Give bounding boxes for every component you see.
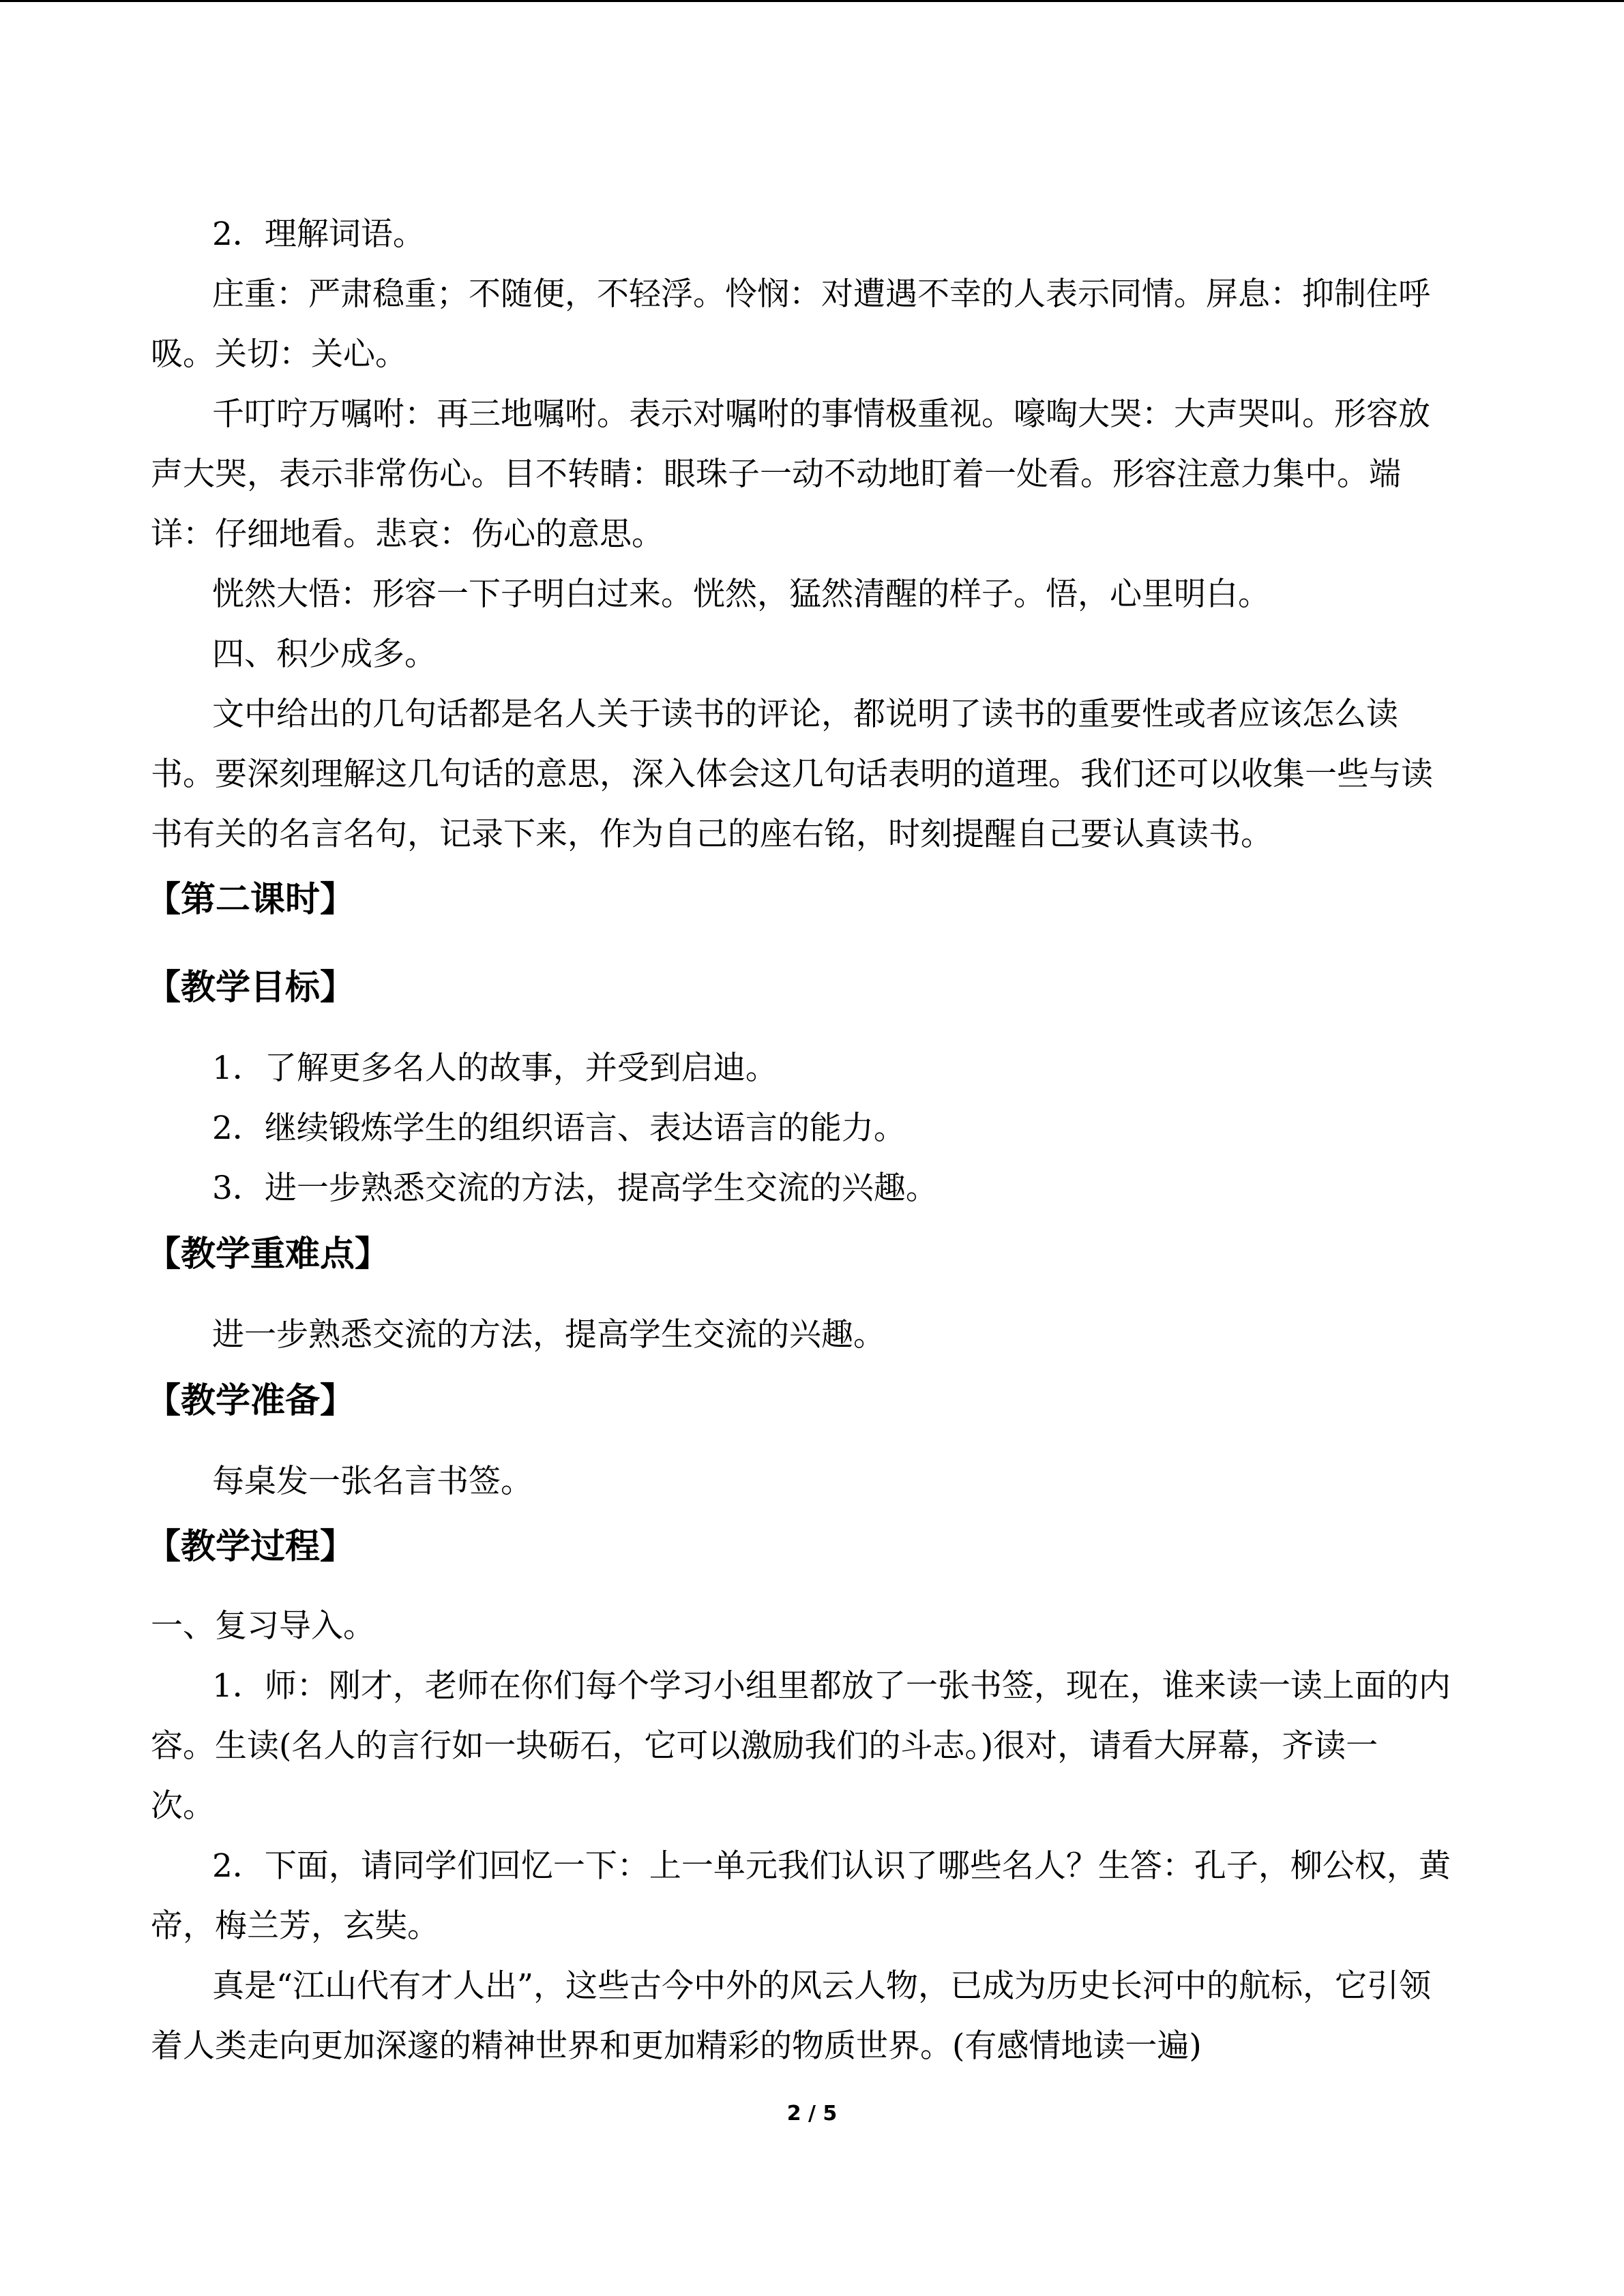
process-paragraph-line: 帝，梅兰芳，玄奘。 <box>151 1907 439 1945</box>
vocabulary-paragraph-line: 千叮咛万嘱咐：再三地嘱咐。表示对嘱咐的事情极重视。嚎啕大哭：大声哭叫。形容放 <box>212 396 1430 433</box>
accumulate-paragraph-line: 书。要深刻理解这几句话的意思，深入体会这几句话表明的道理。我们还可以收集一些与读 <box>151 756 1433 793</box>
objective-item: 3．进一步熟悉交流的方法，提高学生交流的兴趣。 <box>212 1169 938 1207</box>
key-points-heading: 【教学重难点】 <box>146 1234 390 1274</box>
vocabulary-paragraph-line: 详：仔细地看。悲哀：伤心的意思。 <box>151 516 664 553</box>
accumulate-paragraph-line: 书有关的名言名句，记录下来，作为自己的座右铭，时刻提醒自己要认真读书。 <box>151 816 1273 853</box>
key-points-text: 进一步熟悉交流的方法，提高学生交流的兴趣。 <box>212 1316 885 1354</box>
preparation-text: 每桌发一张名言书签。 <box>212 1463 533 1500</box>
page-number: 2 / 5 <box>786 2102 838 2126</box>
accumulate-heading: 四、积少成多。 <box>212 636 437 673</box>
accumulate-paragraph-line: 文中给出的几句话都是名人关于读书的评论，都说明了读书的重要性或者应该怎么读 <box>212 696 1398 733</box>
objective-item: 1．了解更多名人的故事，并受到启迪。 <box>212 1049 778 1087</box>
process-paragraph-line: 1．师：刚才，老师在你们每个学习小组里都放了一张书签，现在，谁来读一读上面的内 <box>212 1667 1451 1705</box>
objectives-heading: 【教学目标】 <box>146 968 355 1008</box>
vocabulary-paragraph-line: 庄重：严肃稳重；不随便，不轻浮。怜悯：对遭遇不幸的人表示同情。屏息：抑制住呼 <box>212 275 1430 313</box>
process-step-title: 一、复习导入。 <box>151 1607 375 1645</box>
vocabulary-paragraph-line: 声大哭，表示非常伤心。目不转睛：眼珠子一动不动地盯着一处看。形容注意力集中。端 <box>151 456 1401 493</box>
process-paragraph-line: 2．下面，请同学们回忆一下：上一单元我们认识了哪些名人？生答：孔子，柳公权，黄 <box>212 1847 1451 1885</box>
page-top-rule <box>0 0 1624 2</box>
process-paragraph-line: 着人类走向更加深邃的精神世界和更加精彩的物质世界。(有感情地读一遍) <box>151 2027 1202 2065</box>
process-paragraph-line: 容。生读(名人的言行如一块砺石，它可以激励我们的斗志。)很对，请看大屏幕，齐读一 <box>151 1727 1378 1765</box>
lesson-title: 【第二课时】 <box>146 880 355 920</box>
process-paragraph-line: 次。 <box>151 1787 215 1825</box>
process-paragraph-line: 真是“江山代有才人出”，这些古今中外的风云人物，已成为历史长河中的航标，它引领 <box>212 1967 1432 2005</box>
objective-item: 2．继续锻炼学生的组织语言、表达语言的能力。 <box>212 1109 906 1147</box>
vocabulary-paragraph-line: 吸。关切：关心。 <box>151 336 407 373</box>
process-heading: 【教学过程】 <box>146 1527 355 1567</box>
vocabulary-heading: 2．理解词语。 <box>212 215 425 253</box>
preparation-heading: 【教学准备】 <box>146 1381 355 1421</box>
vocabulary-paragraph-line: 恍然大悟：形容一下子明白过来。恍然，猛然清醒的样子。悟，心里明白。 <box>212 576 1270 613</box>
